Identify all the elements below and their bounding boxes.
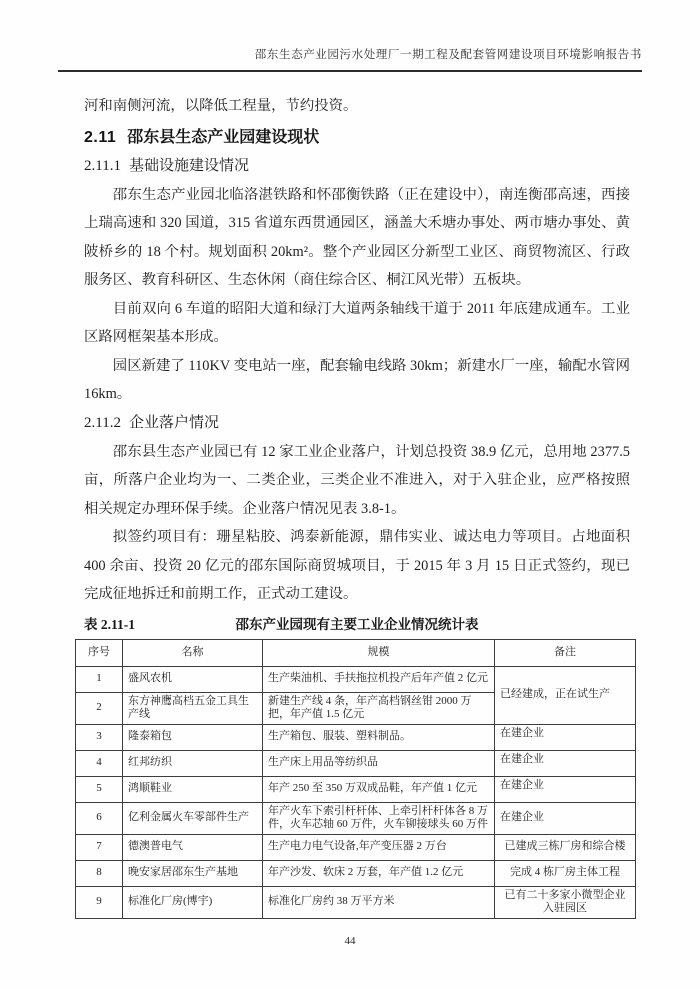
- cell-name: 亿利金属火车零部件生产: [123, 802, 263, 834]
- cell-no: 4: [76, 750, 123, 776]
- subsection-number: 2.11.1: [84, 157, 121, 174]
- column-header-name: 名称: [123, 639, 263, 666]
- cell-remark: 已经建成，正在试生产: [495, 666, 636, 724]
- subsection-number: 2.11.2: [84, 414, 121, 431]
- cell-remark: 已建成三栋厂房和综合楼: [495, 834, 636, 860]
- document-content: [0, 72, 700, 919]
- cell-remark: 在建企业: [495, 802, 636, 834]
- cell-scale: 生产柴油机、手扶拖拉机投产后年产值 2 亿元: [263, 666, 495, 692]
- cell-name: 德澳普电气: [123, 834, 263, 860]
- cell-scale: 年产沙发、软床 2 万套，年产值 1.2 亿元: [263, 860, 495, 886]
- paragraph-infrastructure-3: 园区新建了 110KV 变电站一座，配套输电线路 30km；新建水厂一座，输配水管网 16km。: [84, 357, 630, 402]
- table-caption-label: 表 2.11-1: [84, 616, 136, 632]
- table-caption-title: 邵东产业园现有主要工业企业情况统计表: [235, 616, 479, 632]
- cell-scale: 年产火车下索引杆杆体、上牵引杆杆体各 8 万件，火车芯轴 60 万件，火车铆接球头 60 万件: [263, 802, 495, 834]
- cell-scale: 标准化厂房约 38 万平方米: [263, 886, 495, 918]
- paragraph-continued: 河和南侧河流，以降低工程量，节约投资。: [84, 98, 358, 114]
- cell-no: 7: [76, 834, 123, 860]
- table-caption: [84, 612, 630, 639]
- cell-name: 鸿顺鞋业: [123, 776, 263, 802]
- table-row: [76, 834, 636, 860]
- header-title: 邵东生态产业园污水处理厂一期工程及配套管网建设项目环境影响报告书: [254, 49, 642, 61]
- cell-no: 9: [76, 886, 123, 918]
- cell-no: 5: [76, 776, 123, 802]
- subsection-title: 基础设施建设情况: [128, 157, 249, 174]
- table-row: [76, 666, 636, 692]
- cell-no: 1: [76, 666, 123, 692]
- subsection-title: 企业落户情况: [128, 414, 219, 431]
- cell-name: 东方神鹰高档五金工具生产线: [123, 692, 263, 724]
- cell-name: 红邦纺织: [123, 750, 263, 776]
- column-header-no: 序号: [76, 639, 123, 666]
- cell-remark: 在建企业: [495, 724, 636, 750]
- cell-name: 标准化厂房(博宇): [123, 886, 263, 918]
- paragraph-enterprise-1: 邵东县生态产业园已有 12 家工业企业落户，计划总投资 38.9 亿元，总用地 2377.5 亩，所落户企业均为一、二类企业，三类企业不准进入，对于入驻企业，应严格按照相关规定办理环保手续。企业落户情况见表 3.8-1。: [84, 443, 630, 517]
- cell-scale: 生产箱包、服装、塑料制品。: [263, 724, 495, 750]
- cell-scale: 生产床上用品等纺织品: [263, 750, 495, 776]
- cell-scale: 生产电力电气设备,年产变压器 2 万台: [263, 834, 495, 860]
- page-number: 44: [344, 935, 356, 947]
- cell-name: 晚安家居邵东生产基地: [123, 860, 263, 886]
- subsection-heading-2-11-1: [84, 152, 630, 181]
- table-row: [76, 860, 636, 886]
- cell-no: 3: [76, 724, 123, 750]
- section-title: 邵东县生态产业园建设现状: [127, 128, 320, 146]
- cell-remark: 完成 4 栋厂房主体工程: [495, 860, 636, 886]
- cell-scale: 年产 250 至 350 万双成品鞋，年产值 1 亿元: [263, 776, 495, 802]
- page-header: [58, 0, 642, 72]
- section-heading-2-11: [84, 123, 630, 152]
- column-header-scale: 规模: [263, 639, 495, 666]
- table-row: [76, 776, 636, 802]
- table-header-row: [76, 639, 636, 666]
- paragraph-infrastructure-1: 邵东生态产业园北临洛湛铁路和怀邵衡铁路（正在建设中），南连衡邵高速，西接上瑞高速和 320 国道，315 省道东西贯通园区，涵盖大禾塘办事处、两市塘办事处、黄陂桥乡的 18 个村。规划面积 20km²。整个产业园区分新型工业区、商贸物流区、行政服务区、教育科研区、生态休闲（商住综合区、桐江风光带）五板块。: [84, 186, 630, 288]
- cell-remark: 已有二十多家小微型企业入驻园区: [495, 886, 636, 918]
- column-header-remark: 备注: [495, 639, 636, 666]
- table-row: [76, 724, 636, 750]
- cell-name: 隆泰箱包: [123, 724, 263, 750]
- subsection-heading-2-11-2: [84, 409, 630, 438]
- table-row: [76, 802, 636, 834]
- cell-no: 2: [76, 692, 123, 724]
- cell-remark: 在建企业: [495, 750, 636, 776]
- cell-scale: 新建生产线 4 条，年产高档钢丝钳 2000 万把，年产值 1.5 亿元: [263, 692, 495, 724]
- paragraph-enterprise-2: 拟签约项目有：珊星粘胶、鸿泰新能源，鼎伟实业、诚达电力等项目。占地面积 400 余亩、投资 20 亿元的邵东国际商贸城项目，于 2015 年 3 月 15 日正式签约，现已完成征地拆迁和前期工作，正式动工建设。: [84, 529, 630, 602]
- paragraph-infrastructure-2: 目前双向 6 车道的昭阳大道和绿汀大道两条轴线干道于 2011 年底建成通车。工业区路网框架基本形成。: [84, 300, 630, 345]
- table-row: [76, 886, 636, 918]
- table-row: [76, 750, 636, 776]
- cell-name: 盛风农机: [123, 666, 263, 692]
- cell-no: 8: [76, 860, 123, 886]
- section-number: 2.11: [84, 128, 117, 146]
- cell-no: 6: [76, 802, 123, 834]
- enterprise-table: [75, 639, 636, 919]
- cell-remark: 在建企业: [495, 776, 636, 802]
